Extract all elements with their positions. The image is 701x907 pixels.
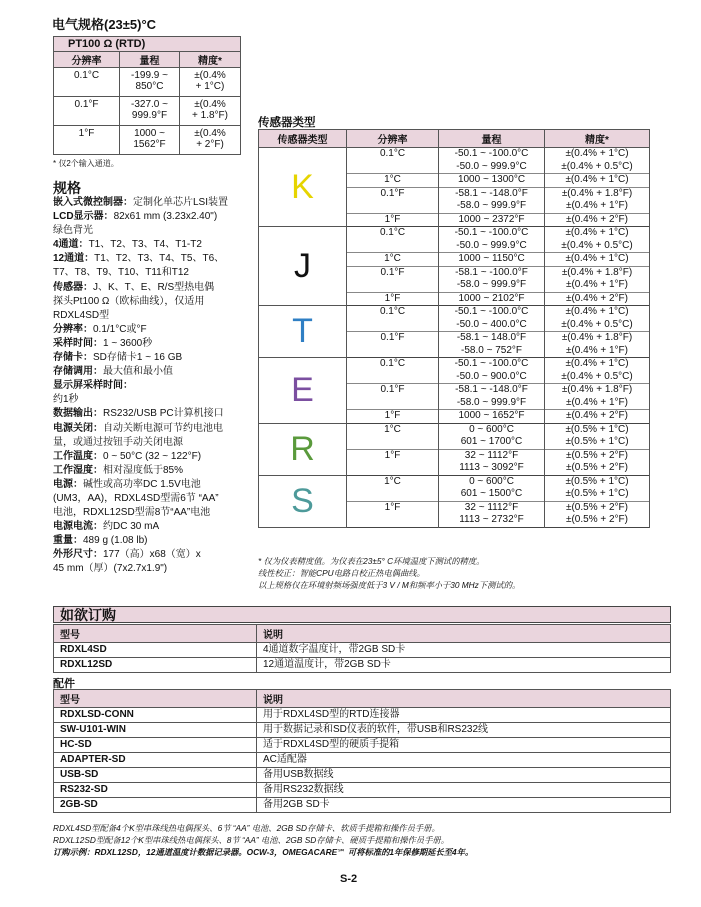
footnote: 订购示例：RDXL12SD，12通道温度计数据记录器。OCW-3，OMEGACARE℠ 可将标准的1年保修期延长至4年。 [53,847,474,857]
electrical-spec-title: 电气规格(23±5)°C [52,17,157,32]
sensor-accuracy: ±(0.4% + 1°C) [545,253,650,267]
order-header-desc: 说明 [257,625,671,643]
sensor-accuracy: ±(0.4% + 1°C) ±(0.4% + 0.5°C) [545,148,650,174]
sensor-resolution: 0.1°C [347,227,439,253]
spec-item [53,337,243,351]
pt100-range: 1000 ~ 1562°F [120,126,180,155]
sensor-accuracy: ±(0.4% + 2°F) [545,410,650,424]
spec-item [53,252,243,280]
sensor-resolution: 1°C [347,423,439,449]
sensor-range: -58.1 ~ 148.0°F -58.0 ~ 752°F [439,332,545,358]
spec-label: LCD显示器： [53,211,114,223]
sensor-row [259,227,650,253]
sensor-range: 0 ~ 600°C 601 ~ 1700°C [439,423,545,449]
accessories-title: 配件 [53,678,75,690]
sensor-accuracy: ±(0.5% + 1°C) ±(0.5% + 1°C) [545,475,650,501]
footnote: RDXL12SD型配备12个K型串珠线热电偶探头、8节 “AA” 电池、2GB SD存储卡、硬质手提箱和操作员手册。 [53,835,449,845]
sensor-range: -58.1 ~ -148.0°F -58.0 ~ 999.9°F [439,384,545,410]
sensor-range: -50.1 ~ -100.0°C -50.0 ~ 900.0°C [439,358,545,384]
sensor-resolution: 1°F [347,213,439,227]
spec-value: 0 ~ 50°C (32 ~ 122°F) [103,450,202,462]
sensor-note: * 仅为仪表精度值。为仪表在23±5° C环境温度下测试的精度。 [258,556,485,566]
order-table [53,624,671,673]
spec-label: 4通道： [53,239,89,251]
pt100-note: * 仅2个输入通道。 [53,159,119,168]
spec-item [53,464,243,478]
spec-label: 工作温度： [53,450,103,462]
pt100-accuracy: ±(0.4% + 1°C) [180,68,241,97]
spec-label: 存储卡： [53,352,93,364]
spec-label: 显示屏采样时间： [53,380,133,392]
spec-item [53,450,243,464]
sensor-resolution: 1°F [347,292,439,306]
sensor-row [259,358,650,384]
sensor-header-range: 量程 [439,130,545,148]
model-number: 2GB-SD [54,798,257,813]
spec-value: 1 ~ 3600秒 [103,337,153,349]
spec-value: 82x61 mm (3.23x2.40") 绿色背光 [53,211,218,237]
spec-label: 电源电流： [53,521,103,533]
spec-label: 存储调用： [53,366,103,378]
spec-item [53,323,243,337]
sensor-type-title: 传感器类型 [258,117,316,129]
sensor-range: -58.1 ~ -100.0°F -58.0 ~ 999.9°F [439,266,545,292]
sensor-resolution: 1°C [347,174,439,188]
spec-item [53,281,243,323]
spec-item [53,478,243,520]
spec-label: 分辨率： [53,323,93,335]
sensor-resolution: 1°F [347,501,439,527]
model-description: 用于数据记录和SD仪表的软件，带USB和RS232线 [257,723,671,738]
sensor-header-type: 传感器类型 [259,130,347,148]
model-number: RDXLSD-CONN [54,708,257,723]
spec-item [53,351,243,365]
pt100-accuracy: ±(0.4% + 1.8°F) [180,97,241,126]
sensor-range: -50.1 ~ -100.0°C -50.0 ~ 400.0°C [439,306,545,332]
sensor-range: -50.1 ~ -100.0°C -50.0 ~ 999.9°C [439,227,545,253]
spec-value: 最大值和最小值 [103,366,173,378]
spec-label: 12通道： [53,253,95,265]
sensor-range: 1000 ~ 1652°F [439,410,545,424]
spec-value: 489 g (1.08 lb) [83,535,148,547]
spec-label: 电源： [53,478,83,490]
order-footnotes [53,822,673,858]
pt100-accuracy: ±(0.4% + 2°F) [180,126,241,155]
spec-item [53,379,243,407]
model-description: 12通道温度计，带2GB SD卡 [257,658,671,673]
table-row [54,723,671,738]
sensor-type-letter: T [259,306,347,358]
order-header-model: 型号 [54,625,257,643]
sensor-table [258,129,650,528]
spec-value: 碱性或高功率DC 1.5V电池 (UM3，AA)，RDXL4SD型需6节 “AA” 电池，RDXL12SD型需8节“AA”电池 [53,478,219,519]
sensor-accuracy: ±(0.4% + 1°C) [545,174,650,188]
accessories-header-desc: 说明 [257,690,671,708]
sensor-notes [258,555,658,591]
model-number: ADAPTER-SD [54,753,257,768]
spec-value: T1、T2、T3、T4、T5、T6、 T7、T8、T9、T10、T11和T12 [53,253,225,279]
spec-label: 传感器： [53,281,93,293]
sensor-range: 1000 ~ 1300°C [439,174,545,188]
sensor-resolution: 1°F [347,410,439,424]
pt100-table [53,36,241,155]
footnote: RDXL4SD型配备4个K型串珠线热电偶探头、6节 “AA” 电池、2GB SD存储卡、软质手提箱和操作员手册。 [53,823,440,833]
sensor-range: 1000 ~ 2372°F [439,213,545,227]
spec-value: 定制化单芯片LSI装置 [133,197,229,208]
model-description: 备用USB数据线 [257,768,671,783]
sensor-type-letter: J [259,227,347,306]
model-description: 适于RDXL4SD型的硬质手提箱 [257,738,671,753]
spec-item [53,407,243,421]
sensor-resolution: 1°C [347,253,439,267]
pt100-header-resolution: 分辨率 [54,52,120,68]
pt100-header-range: 量程 [120,52,180,68]
sensor-accuracy: ±(0.4% + 2°F) [545,213,650,227]
sensor-row [259,306,650,332]
sensor-type-letter: K [259,148,347,227]
model-description: AC适配器 [257,753,671,768]
accessories-header-model: 型号 [54,690,257,708]
sensor-resolution: 1°C [347,475,439,501]
sensor-type-letter: E [259,358,347,424]
pt100-caption: PT100 Ω (RTD) [54,37,241,52]
table-row [54,768,671,783]
sensor-range: -50.1 ~ -100.0°C -50.0 ~ 999.9°C [439,148,545,174]
sensor-resolution: 0.1°F [347,266,439,292]
spec-label: 电源关闭： [53,422,103,434]
sensor-accuracy: ±(0.4% + 1°C) ±(0.4% + 0.5°C) [545,358,650,384]
specs-list [53,196,243,577]
spec-value: RS232/USB PC计算机接口 [103,408,224,420]
sensor-accuracy: ±(0.5% + 2°F) ±(0.5% + 2°F) [545,501,650,527]
spec-item [53,422,243,450]
sensor-accuracy: ±(0.4% + 1.8°F) ±(0.4% + 1°F) [545,332,650,358]
sensor-row [259,423,650,449]
page-number: S-2 [340,873,358,885]
spec-label: 工作湿度： [53,464,103,476]
sensor-resolution: 0.1°F [347,384,439,410]
sensor-resolution: 0.1°C [347,358,439,384]
sensor-row [259,475,650,501]
pt100-resolution: 0.1°C [54,68,120,97]
spec-item [53,548,243,576]
sensor-range: 1000 ~ 2102°F [439,292,545,306]
model-number: USB-SD [54,768,257,783]
table-row [54,753,671,768]
model-description: 备用2GB SD卡 [257,798,671,813]
model-number: SW-U101-WIN [54,723,257,738]
specs-title: 规格 [53,180,81,196]
spec-label: 外形尺寸： [53,549,103,561]
spec-item [53,534,243,548]
sensor-range: -58.1 ~ -148.0°F -58.0 ~ 999.9°F [439,187,545,213]
table-row [54,708,671,723]
sensor-accuracy: ±(0.4% + 1°C) ±(0.4% + 0.5°C) [545,227,650,253]
spec-value: 177（高）x68（宽）x 45 mm（厚）(7x2.7x1.9") [53,549,201,575]
sensor-accuracy: ±(0.4% + 1.8°F) ±(0.4% + 1°F) [545,266,650,292]
sensor-accuracy: ±(0.4% + 1°C) ±(0.4% + 0.5°C) [545,306,650,332]
spec-value: SD存储卡1 ~ 16 GB [93,352,183,364]
pt100-row [54,68,241,97]
model-number: RDXL4SD [54,643,257,658]
sensor-resolution: 0.1°F [347,332,439,358]
spec-value: 相对湿度低于85% [103,464,184,476]
sensor-range: 32 ~ 1112°F 1113 ~ 2732°F [439,501,545,527]
sensor-resolution: 0.1°C [347,306,439,332]
sensor-accuracy: ±(0.4% + 1.8°F) ±(0.4% + 1°F) [545,187,650,213]
sensor-range: 32 ~ 1112°F 1113 ~ 3092°F [439,449,545,475]
table-row [54,798,671,813]
spec-value: T1、T2、T3、T4、T1-T2 [88,239,202,251]
spec-item [53,365,243,379]
pt100-row [54,97,241,126]
spec-value: 0.1/1°C或°F [93,323,147,335]
pt100-row [54,126,241,155]
pt100-header-accuracy: 精度* [180,52,241,68]
pt100-range: -199.9 ~ 850°C [120,68,180,97]
sensor-note: 线性校正：智能CPU电路自校正热电偶曲线。 [258,568,425,578]
sensor-resolution: 1°F [347,449,439,475]
spec-label: 重量： [53,535,83,547]
sensor-accuracy: ±(0.5% + 1°C) ±(0.5% + 1°C) [545,423,650,449]
pt100-resolution: 0.1°F [54,97,120,126]
sensor-range: 0 ~ 600°C 601 ~ 1500°C [439,475,545,501]
model-description: 备用RS232数据线 [257,783,671,798]
model-number: HC-SD [54,738,257,753]
accessories-table [53,689,671,813]
sensor-type-letter: R [259,423,347,475]
sensor-resolution: 0.1°F [347,187,439,213]
spec-item [53,210,243,238]
sensor-range: 1000 ~ 1150°C [439,253,545,267]
sensor-type-letter: S [259,475,347,527]
model-description: 4通道数字温度计，带2GB SD卡 [257,643,671,658]
spec-value: 自动关断电源可节约电池电 量，或通过按钮手动关闭电源 [53,422,223,448]
sensor-header-resolution: 分辨率 [347,130,439,148]
spec-item [53,520,243,534]
spec-value: 约DC 30 mA [103,521,160,533]
spec-value: 约1秒 [53,394,79,406]
pt100-resolution: 1°F [54,126,120,155]
model-number: RDXL12SD [54,658,257,673]
spec-item [53,196,243,210]
pt100-range: -327.0 ~ 999.9°F [120,97,180,126]
sensor-row [259,148,650,174]
spec-item [53,238,243,252]
sensor-accuracy: ±(0.4% + 2°F) [545,292,650,306]
model-number: RS232-SD [54,783,257,798]
sensor-accuracy: ±(0.4% + 1.8°F) ±(0.4% + 1°F) [545,384,650,410]
order-title: 如欲订购 [53,606,671,623]
table-row [54,643,671,658]
sensor-header-accuracy: 精度* [545,130,650,148]
sensor-note: 以上规格仅在环境射频场强度低于3 V / M和频率小于30 MHz下测试的。 [258,580,521,590]
spec-label: 采样时间： [53,337,103,349]
spec-value: J、K、T、E、R/S型热电偶 探头Pt100 Ω（欧标曲线），仅适用 RDXL4SD型 [53,281,215,321]
spec-label: 嵌入式微控制器： [53,197,133,208]
table-row [54,658,671,673]
sensor-resolution: 0.1°C [347,148,439,174]
table-row [54,738,671,753]
model-description: 用于RDXL4SD型的RTD连接器 [257,708,671,723]
spec-label: 数据输出： [53,408,103,420]
sensor-accuracy: ±(0.5% + 2°F) ±(0.5% + 2°F) [545,449,650,475]
table-row [54,783,671,798]
